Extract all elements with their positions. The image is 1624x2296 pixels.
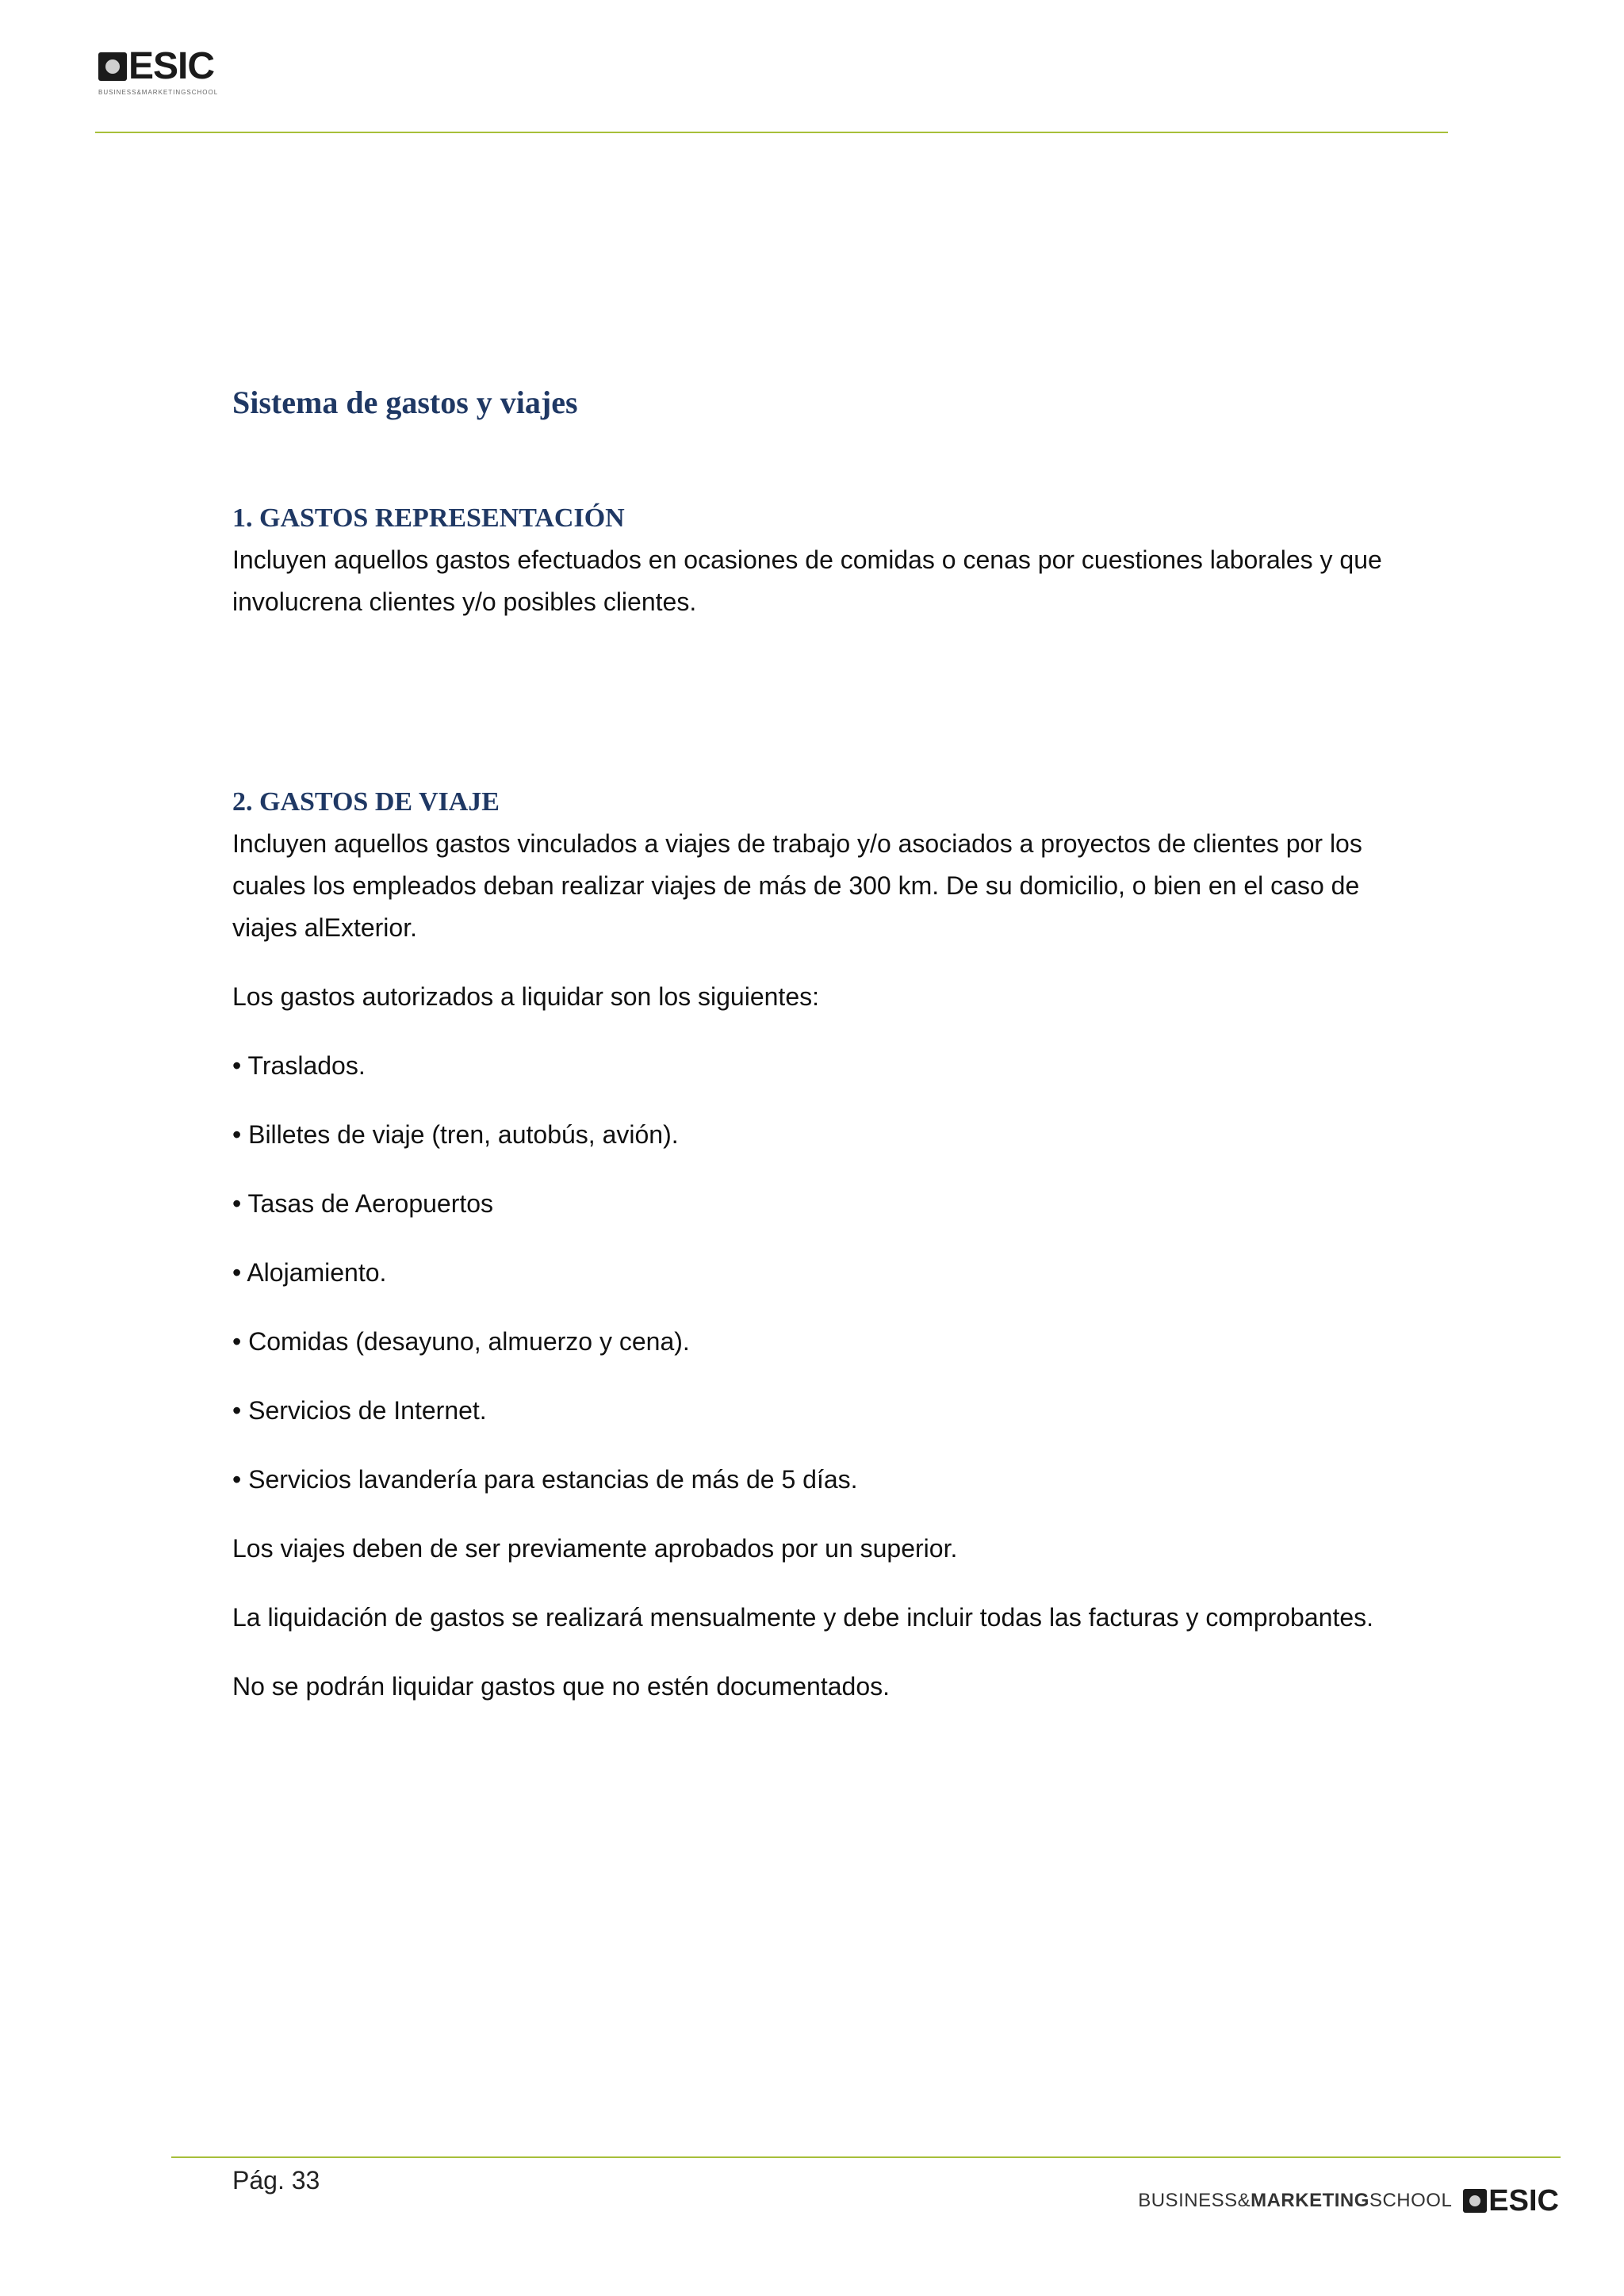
- section-representacion: [232, 498, 1406, 623]
- expense-list: [232, 976, 1406, 1708]
- list-item: • Traslados.: [232, 1051, 366, 1080]
- header-logo: [98, 45, 257, 101]
- logo-tagline: BUSINESS&MARKETINGSCHOOL: [98, 89, 219, 96]
- esic-emblem-icon: [98, 52, 127, 81]
- page-number: Pág. 33: [232, 2166, 320, 2195]
- list-intro: Los gastos autorizados a liquidar son los siguientes:: [232, 982, 819, 1011]
- closing-paragraph: La liquidación de gastos se realizará mensualmente y debe incluir todas las facturas y comprobantes.: [232, 1603, 1374, 1632]
- header-divider: [95, 132, 1448, 133]
- list-item: • Tasas de Aeropuertos: [232, 1189, 494, 1218]
- brand-prefix: BUSINESS&: [1138, 2190, 1251, 2211]
- logo-word: ESIC: [128, 45, 215, 87]
- document-title: Sistema de gastos y viajes: [232, 385, 578, 420]
- document-body: [232, 381, 1406, 1708]
- closing-paragraph: No se podrán liquidar gastos que no estén documentados.: [232, 1672, 890, 1701]
- list-item: • Servicios de Internet.: [232, 1396, 487, 1425]
- footer-logo: [1138, 2184, 1559, 2218]
- section-heading: 2. GASTOS DE VIAJE: [232, 787, 500, 817]
- section-paragraph: Incluyen aquellos gastos efectuados en ocasiones de comidas o cenas por cuestiones laborales y que involucrena clientes y/o posibles clientes.: [232, 545, 1382, 616]
- footer-divider: [171, 2156, 1561, 2158]
- closing-paragraph: Los viajes deben de ser previamente aprobados por un superior.: [232, 1534, 958, 1563]
- brand-suffix: SCHOOL: [1369, 2190, 1453, 2211]
- section-heading: 1. GASTOS REPRESENTACIÓN: [232, 503, 625, 533]
- list-item: • Billetes de viaje (tren, autobús, avión).: [232, 1120, 679, 1149]
- footer-logo-word: ESIC: [1488, 2184, 1559, 2218]
- esic-emblem-icon: [1463, 2189, 1487, 2213]
- section-paragraph: Incluyen aquellos gastos vinculados a viajes de trabajo y/o asociados a proyectos de clientes por los cuales los empleados deban realizar viajes de más de 300 km. De su domicilio, o bien en el caso de viajes alExterior.: [232, 829, 1362, 942]
- list-item: • Servicios lavandería para estancias de más de 5 días.: [232, 1465, 858, 1494]
- list-item: • Alojamiento.: [232, 1258, 387, 1287]
- brand-bold: MARKETING: [1251, 2190, 1369, 2211]
- footer-brand-text: [1138, 2190, 1452, 2212]
- list-item: • Comidas (desayuno, almuerzo y cena).: [232, 1327, 690, 1356]
- section-viaje: [232, 782, 1406, 1708]
- logo-mark: [98, 45, 257, 87]
